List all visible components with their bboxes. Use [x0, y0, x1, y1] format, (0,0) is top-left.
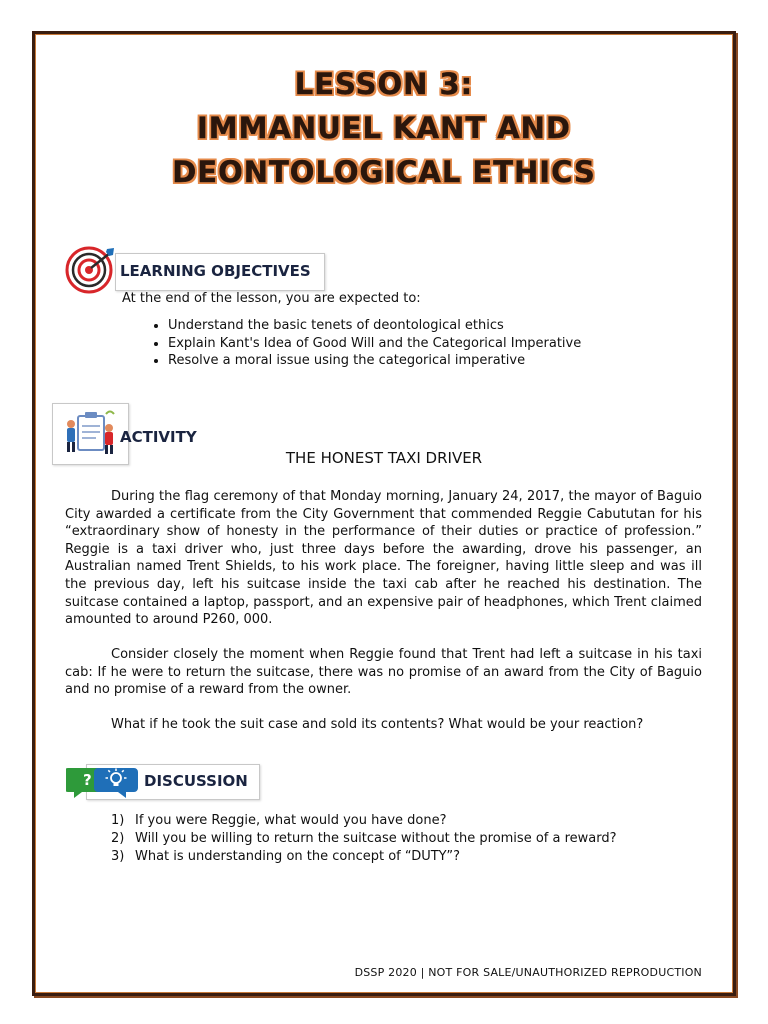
learning-objectives-label: LEARNING OBJECTIVES: [120, 262, 311, 280]
question-text: What is understanding on the concept of “DUTY”?: [135, 849, 461, 864]
question-text: If you were Reggie, what would you have done?: [135, 813, 447, 828]
list-item: [111, 830, 617, 848]
question-mark-text: ?: [83, 771, 92, 789]
objectives-intro: At the end of the lesson, you are expected to:: [122, 291, 421, 306]
list-item: • Explain Kant's Idea of Good Will and the Categorical Imperative: [168, 335, 581, 353]
question-number: 3): [111, 849, 125, 864]
activity-paragraph-2: Consider closely the moment when Reggie found that Trent had left a suitcase in his taxi cab: If he were to return the suitcase, there was no promise of an award from the City of Baguio and no promise of a reward from the owner.: [65, 647, 702, 698]
lesson-title: [32, 62, 736, 194]
question-text: Will you be willing to return the suitcase without the promise of a reward?: [135, 831, 617, 846]
target-icon: [64, 244, 118, 296]
question-number: 1): [111, 813, 125, 828]
list-item: • Resolve a moral issue using the categorical imperative: [168, 352, 581, 370]
page-footer: DSSP 2020 | NOT FOR SALE/UNAUTHORIZED REPRODUCTION: [354, 966, 702, 979]
discussion-questions: [111, 812, 617, 866]
discussion-label: DISCUSSION: [144, 772, 248, 790]
list-item: [111, 812, 617, 830]
title-line-2: IMMANUEL KANT AND: [196, 111, 571, 145]
list-item: • Understand the basic tenets of deontological ethics: [168, 317, 581, 335]
activity-paragraph-1: During the flag ceremony of that Monday morning, January 24, 2017, the mayor of Baguio City awarded a certificate from the City Government that commended Reggie Cabututan for his “extraordinary show of honesty in the performance of their duties or practice of profession.” Reggie is a taxi driver who, just three days before the awarding, drove his passenger, an Australian named Trent Shields, to his work place. The foreigner, having little sleep and was ill the previous day, left his suitcase inside the taxi cab after he reached his destination. The suitcase contained a laptop, passport, and an expensive pair of headphones, which Trent claimed amounted to around P260, 000.: [65, 489, 702, 628]
list-item: [111, 848, 617, 866]
title-line-3: DEONTOLOGICAL ETHICS: [172, 155, 596, 189]
activity-label: ACTIVITY: [120, 428, 197, 446]
objectives-list: [150, 317, 581, 370]
activity-heading: THE HONEST TAXI DRIVER: [285, 449, 483, 467]
discussion-icon: [66, 764, 140, 798]
question-number: 2): [111, 831, 125, 846]
title-line-1: LESSON 3:: [294, 67, 474, 101]
activity-paragraph-3: What if he took the suit case and sold its contents? What would be your reaction?: [111, 717, 644, 732]
